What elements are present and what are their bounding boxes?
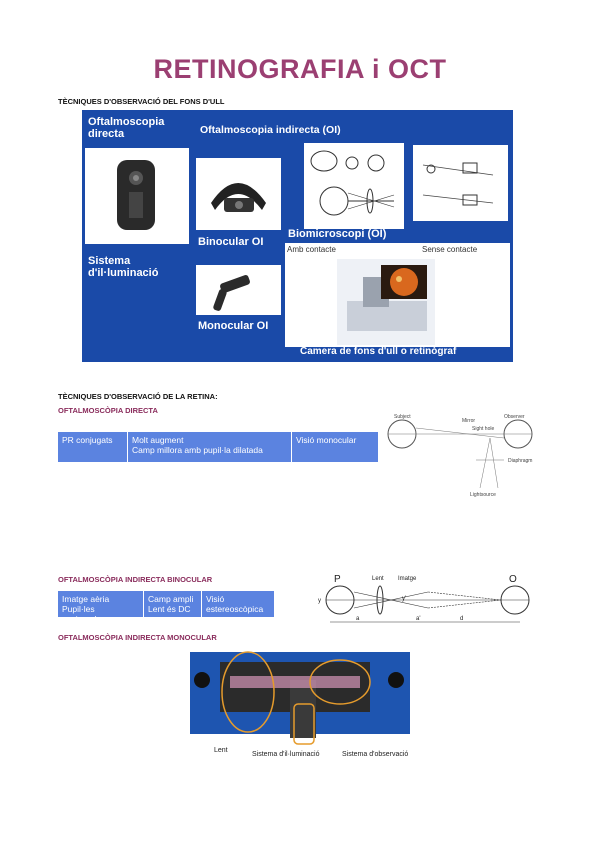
fundus-camera-label: Camera de fons d'ull o retinògraf — [300, 346, 457, 357]
binocular-oi-label: Binocular OI — [198, 236, 264, 248]
label-observer: Observer — [504, 414, 525, 420]
binocular-diagram — [310, 570, 540, 628]
direct-cell-line: Camp millora amb pupil·la dilatada — [132, 445, 263, 455]
direct-ophthalmoscopy-heading: OFTALMOSCÒPIA DIRECTA — [58, 406, 158, 415]
binocular-cell-line: Camp ampli — [148, 594, 194, 604]
label-d: d — [460, 616, 464, 622]
indirect-ophthalmoscopy-label: Oftalmoscopia indirecta (OI) — [200, 124, 341, 136]
label-lightsource: Lightsource — [470, 492, 496, 498]
binocular-cell — [144, 591, 202, 617]
section-heading-retina: TÈCNIQUES D'OBSERVACIÓ DE LA RETINA: — [58, 392, 218, 401]
label-lens: Lent — [372, 576, 384, 582]
monocular-oi-illustration — [190, 650, 420, 760]
monocular-oi-label: Monocular OI — [198, 320, 269, 332]
indirect-optics-diagram — [304, 143, 404, 229]
binocular-cell — [58, 591, 144, 624]
headset-optics-diagram — [413, 145, 508, 221]
label-illumination-system: Sistema d'il·luminació — [252, 751, 320, 758]
label-subject: Subject — [394, 414, 411, 420]
direct-cell: Visió monocular — [292, 432, 378, 462]
biomicroscope-label: Biomicroscopi (OI) — [288, 228, 387, 240]
binocular-oi-photo — [196, 158, 281, 230]
binocular-properties-table — [58, 591, 274, 624]
binocular-heading: OFTALMOSCÒPIA INDIRECTA BINOCULAR — [58, 575, 213, 584]
direct-ophthalmoscope-photo — [85, 148, 189, 244]
binocular-cell-line: Lent és DC — [148, 604, 191, 614]
monocular-oi-photo — [196, 265, 281, 315]
direct-cell-line: Molt augment — [132, 435, 184, 445]
label-o: O — [509, 574, 517, 585]
label-lens: Lent — [214, 747, 228, 754]
label-image: Imatge — [398, 576, 417, 582]
label-y: y — [318, 598, 321, 604]
direct-cell — [128, 432, 292, 462]
section-heading-fundus: TÈCNIQUES D'OBSERVACIÓ DEL FONS D'ULL — [58, 97, 225, 106]
direct-properties-table — [58, 432, 378, 462]
label-diaphragm: Diaphragm — [508, 458, 533, 464]
label-p: P — [334, 574, 341, 585]
fundus-techniques-panel — [82, 110, 513, 362]
binocular-cell-line: estereoscòpica — [206, 604, 264, 614]
label-a-prime: a' — [416, 616, 421, 622]
binocular-cell — [202, 591, 274, 617]
page-title: RETINOGRAFIA i OCT — [153, 54, 447, 84]
binocular-cell-line: Visió — [206, 594, 225, 604]
label-observation-system: Sistema d'observació — [342, 751, 409, 758]
label-sight-hole: Sight hole — [472, 426, 495, 432]
monocular-heading: OFTALMOSCÒPIA INDIRECTA MONOCULAR — [58, 633, 217, 642]
binocular-cell-line: Pupil·les conjugades — [62, 604, 106, 624]
illumination-system-label: Sistema d'il·luminació — [88, 255, 159, 279]
label-a: a — [356, 616, 360, 622]
binocular-cell-line: Imatge aèria — [62, 594, 110, 604]
no-contact-label: Sense contacte — [422, 245, 478, 254]
label-y-prime: y' — [402, 596, 407, 602]
biomicroscope-area — [285, 243, 510, 347]
direct-cell: PR conjugats — [58, 432, 128, 462]
direct-ophthalmoscopy-diagram — [380, 410, 540, 500]
label-mirror: Mirror — [462, 418, 476, 424]
contact-label: Amb contacte — [287, 245, 336, 254]
direct-ophthalmoscopy-label: Oftalmoscopia directa — [88, 116, 165, 140]
